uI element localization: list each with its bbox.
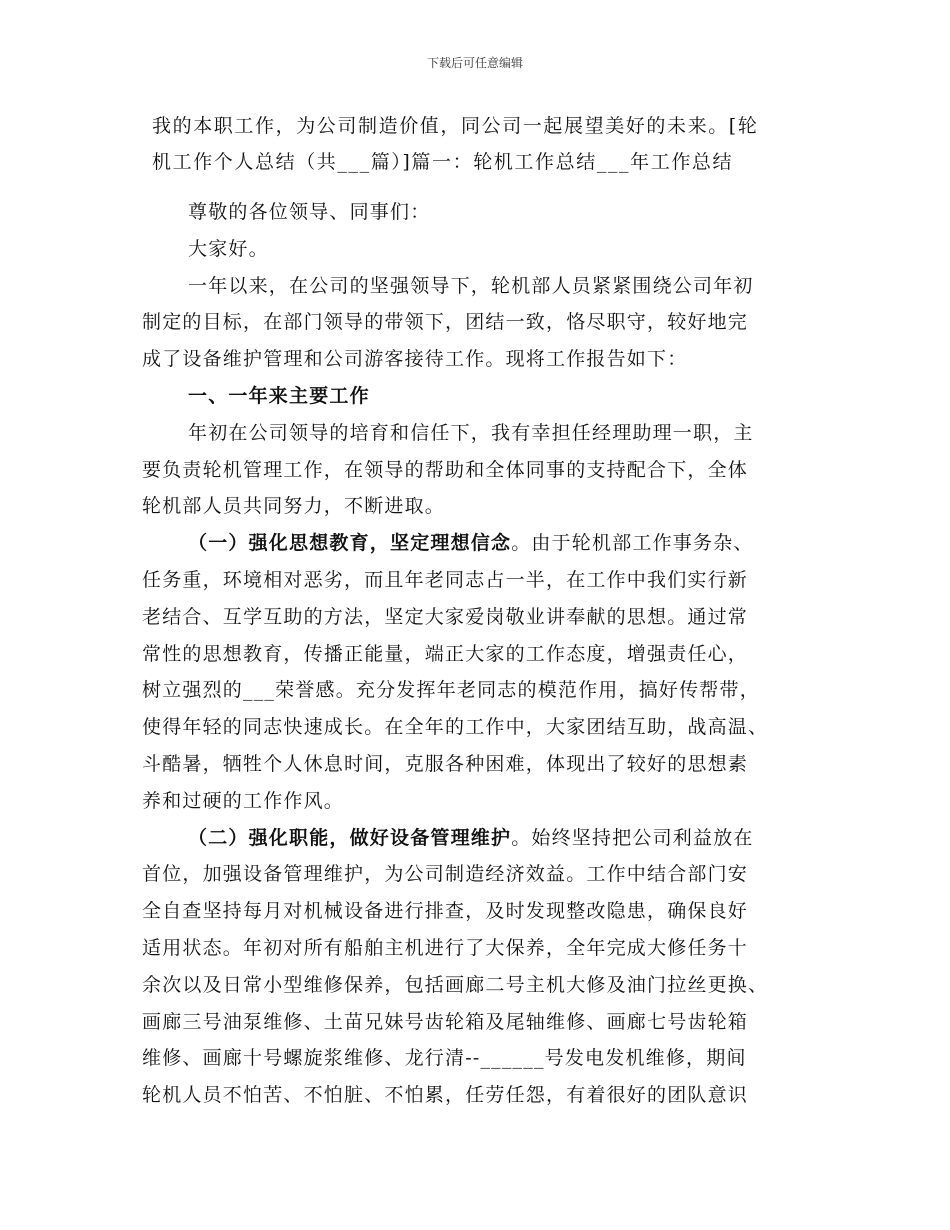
subsection-first-line bbox=[142, 820, 814, 857]
intro-line: 我的本职工作，为公司制造价值，同公司一起展望美好的未来。[轮 bbox=[152, 115, 759, 137]
hello-line: 大家好。 bbox=[188, 237, 269, 260]
subsection-heading: （二）强化职能，做好设备管理维护 bbox=[188, 826, 512, 849]
paragraph-line: 常性的思想教育，传播正能量，端正大家的工作态度，增强责任心， bbox=[142, 642, 749, 665]
paragraph bbox=[142, 268, 814, 305]
subsection-text: 。由于轮机部工作事务杂、 bbox=[511, 532, 754, 555]
paragraph-line: 制定的目标，在部门领导的带领下，团结一致，恪尽职守，较好地完 bbox=[142, 311, 749, 334]
page-header-note: 下载后可任意编辑 bbox=[426, 56, 523, 70]
paragraph-line: 轮机人员不怕苦、不怕脏、不怕累，任劳任怨，有着很好的团队意识 bbox=[142, 1084, 749, 1107]
paragraph-line: 全自查坚持每月对机械设备进行排查，及时发现整改隐患，确保良好 bbox=[142, 900, 749, 923]
subsection-text: 。始终坚持把公司利益放在 bbox=[511, 826, 754, 849]
section-title: 一、一年来主要工作 bbox=[188, 384, 370, 407]
paragraph-line: 树立强烈的___荣誉感。充分发挥年老同志的模范作用，搞好传帮带， bbox=[142, 679, 760, 702]
paragraph-line: 轮机部人员共同努力，不断进取。 bbox=[142, 495, 446, 518]
paragraph bbox=[142, 415, 814, 452]
paragraph-line: 养和过硬的工作作风。 bbox=[142, 789, 345, 812]
paragraph-line: 老结合、互学互助的方法，坚定大家爱岗敬业讲奉献的思想。通过常 bbox=[142, 605, 749, 628]
paragraph-line: 余次以及日常小型维修保养，包括画廊二号主机大修及油门拉丝更换、 bbox=[142, 973, 769, 996]
paragraph-line: 成了设备维护管理和公司游客接待工作。现将工作报告如下： bbox=[142, 348, 688, 371]
paragraph-line: 维修、画廊十号螺旋浆维修、龙行清--______号发电发机维修，期间 bbox=[142, 1047, 747, 1070]
paragraph-line: 使得年轻的同志快速成长。在全年的工作中，大家团结互助，战高温、 bbox=[142, 716, 769, 739]
subsection-paragraph bbox=[142, 820, 814, 857]
paragraph-line: 年初在公司领导的培育和信任下，我有幸担任经理助理一职，主 bbox=[188, 421, 754, 444]
greeting: 尊敬的各位领导、同事们： bbox=[188, 201, 431, 223]
subsection-heading: （一）强化思想教育，坚定理想信念 bbox=[188, 532, 512, 555]
intro-line: 机工作个人总结（共___篇）]篇一：轮机工作总结___年工作总结 bbox=[152, 151, 734, 173]
subsection-first-line bbox=[142, 525, 814, 562]
subsection-paragraph bbox=[142, 525, 814, 562]
paragraph-line: 画廊三号油泵维修、土苗兄妹号齿轮箱及尾轴维修、画廊七号齿轮箱 bbox=[142, 1010, 749, 1033]
paragraph-line: 要负责轮机管理工作，在领导的帮助和全体同事的支持配合下，全体 bbox=[142, 458, 749, 481]
paragraph-line: 任务重，环境相对恶劣，而且年老同志占一半，在工作中我们实行新 bbox=[142, 568, 749, 591]
paragraph-line: 斗酷暑，牺牲个人休息时间，克服各种困难，体现出了较好的思想素 bbox=[142, 752, 749, 775]
intro-paragraph bbox=[152, 108, 812, 180]
paragraph-line: 首位，加强设备管理维护，为公司制造经济效益。工作中结合部门安 bbox=[142, 863, 749, 886]
paragraph-line: 适用状态。年初对所有船舶主机进行了大保养，全年完成大修任务十 bbox=[142, 936, 749, 959]
document-body bbox=[142, 194, 814, 1114]
paragraph-line: 一年以来，在公司的坚强领导下，轮机部人员紧紧围绕公司年初 bbox=[188, 274, 754, 297]
